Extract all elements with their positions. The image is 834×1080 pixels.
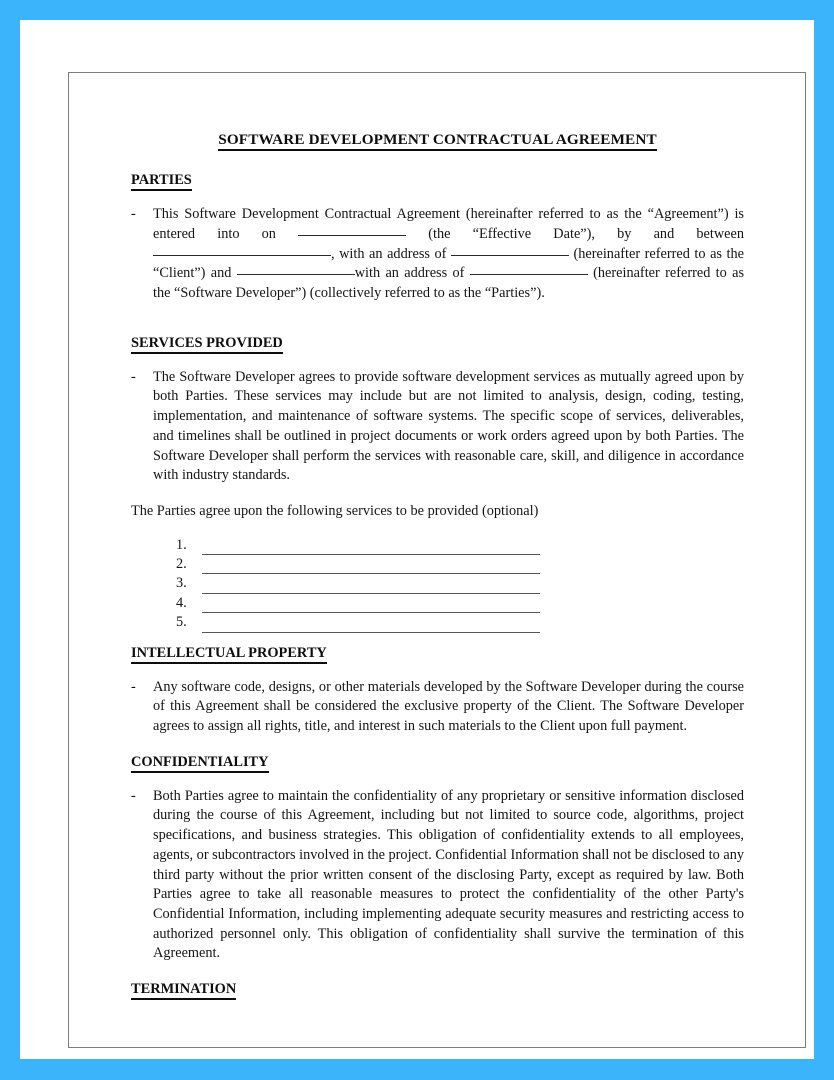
spacer [131, 486, 744, 502]
heading-confidentiality [131, 753, 744, 771]
clause-parties [131, 205, 744, 304]
spacer [131, 771, 744, 787]
document-title [131, 131, 744, 149]
list-item[interactable] [131, 594, 744, 613]
list-item-number: 5. [176, 614, 187, 631]
list-item-write-line[interactable] [202, 579, 540, 594]
list-item-write-line[interactable] [202, 540, 540, 555]
list-item[interactable] [131, 613, 744, 632]
spacer [131, 189, 744, 205]
spacer [131, 352, 744, 368]
clause-parties-text [153, 205, 744, 304]
blank-client-name[interactable] [153, 255, 331, 256]
list-item-number: 1. [176, 536, 187, 553]
spacer [131, 737, 744, 753]
bullet-marker: - [131, 787, 136, 804]
bullet-marker: - [131, 368, 136, 385]
heading-intellectual-property [131, 644, 744, 662]
blank-effective-date[interactable] [298, 235, 406, 236]
list-item-write-line[interactable] [202, 559, 540, 574]
bullet-marker: - [131, 678, 136, 695]
blank-developer-address[interactable] [470, 274, 588, 275]
blank-client-address[interactable] [451, 255, 569, 256]
clause-services [131, 368, 744, 486]
heading-confidentiality-text: CONFIDENTIALITY [131, 754, 269, 773]
clause-confidentiality [131, 787, 744, 964]
list-item-write-line[interactable] [202, 598, 540, 613]
services-blank-list [131, 536, 744, 633]
heading-parties-text: PARTIES [131, 172, 192, 191]
spacer [131, 662, 744, 678]
heading-termination-text: TERMINATION [131, 981, 236, 1000]
spacer [131, 304, 744, 334]
heading-parties [131, 171, 744, 189]
list-item-number: 3. [176, 575, 187, 592]
spacer [131, 964, 744, 980]
clause-parties-after-party1: , with an address of [331, 245, 447, 262]
clause-intellectual-property-text: Any software code, designs, or other materials developed by the Software Developer during the course of this Agreement shall be considered the exclusive property of the Client. The Software Developer agrees to assign all rights, title, and interest in such materials to the Client upon full payment. [153, 678, 744, 735]
heading-intellectual-property-text: INTELLECTUAL PROPERTY [131, 645, 327, 664]
blank-developer-name[interactable] [237, 274, 355, 275]
document-title-text: SOFTWARE DEVELOPMENT CONTRACTUAL AGREEMENT [218, 131, 657, 151]
heading-termination [131, 980, 744, 998]
list-item-number: 4. [176, 594, 187, 611]
heading-services-provided [131, 334, 744, 352]
clause-parties-after-party2: with an address of [354, 265, 465, 282]
clause-parties-after-address2: (hereinafter referred to as the “Software Developer”) (collectively referred to as the “Parties”). [153, 265, 745, 302]
clause-intellectual-property [131, 678, 744, 737]
clause-confidentiality-text: Both Parties agree to maintain the confidentiality of any proprietary or sensitive information disclosed during the course of this Agreement, including but not limited to source code, algorithms, project specifications, and business strategies. This obligation of confidentiality extends to all employees, agents, or subcontractors involved in the project. Confidential Information shall not be disclosed to any third party without the prior written consent of the disclosing Party, except as required by law. Both Parties agree to take all reasonable measures to protect the confidentiality of the other Party's Confidential Information, including implementing adequate security measures and restricting access to authorized personnel only. This obligation of confidentiality shall survive the termination of this Agreement. [153, 787, 744, 962]
list-item-number: 2. [176, 556, 187, 573]
clause-parties-pre-date: This Software Development Contractual Agreement (hereinafter referred to as the “Agreement”) is entered into on [153, 206, 744, 242]
list-item[interactable] [131, 574, 744, 593]
services-optional-intro: The Parties agree upon the following services to be provided (optional) [131, 502, 539, 519]
document-frame [68, 72, 806, 1048]
clause-services-text: The Software Developer agrees to provide software development services as mutually agreed upon by both Parties. These services may include but are not limited to analysis, design, coding, testing, implementation, and maintenance of software systems. The specific scope of services, deliverables, and timelines shall be outlined in project documents or work orders agreed upon by both Parties. The Software Developer shall perform the services with reasonable care, skill, and diligence in accordance with industry standards. [153, 368, 744, 484]
list-item[interactable] [131, 555, 744, 574]
document-body [131, 131, 744, 998]
list-item-write-line[interactable] [202, 618, 540, 633]
clause-parties-after-date: (the “Effective Date”), by and between [428, 225, 745, 242]
list-item[interactable] [131, 536, 744, 555]
heading-services-provided-text: SERVICES PROVIDED [131, 335, 283, 354]
bullet-marker: - [131, 206, 136, 223]
paper-sheet [20, 20, 814, 1059]
clause-parties-after-address1: (hereinafter referred to as the “Client”) and [153, 245, 744, 282]
spacer [131, 633, 744, 644]
